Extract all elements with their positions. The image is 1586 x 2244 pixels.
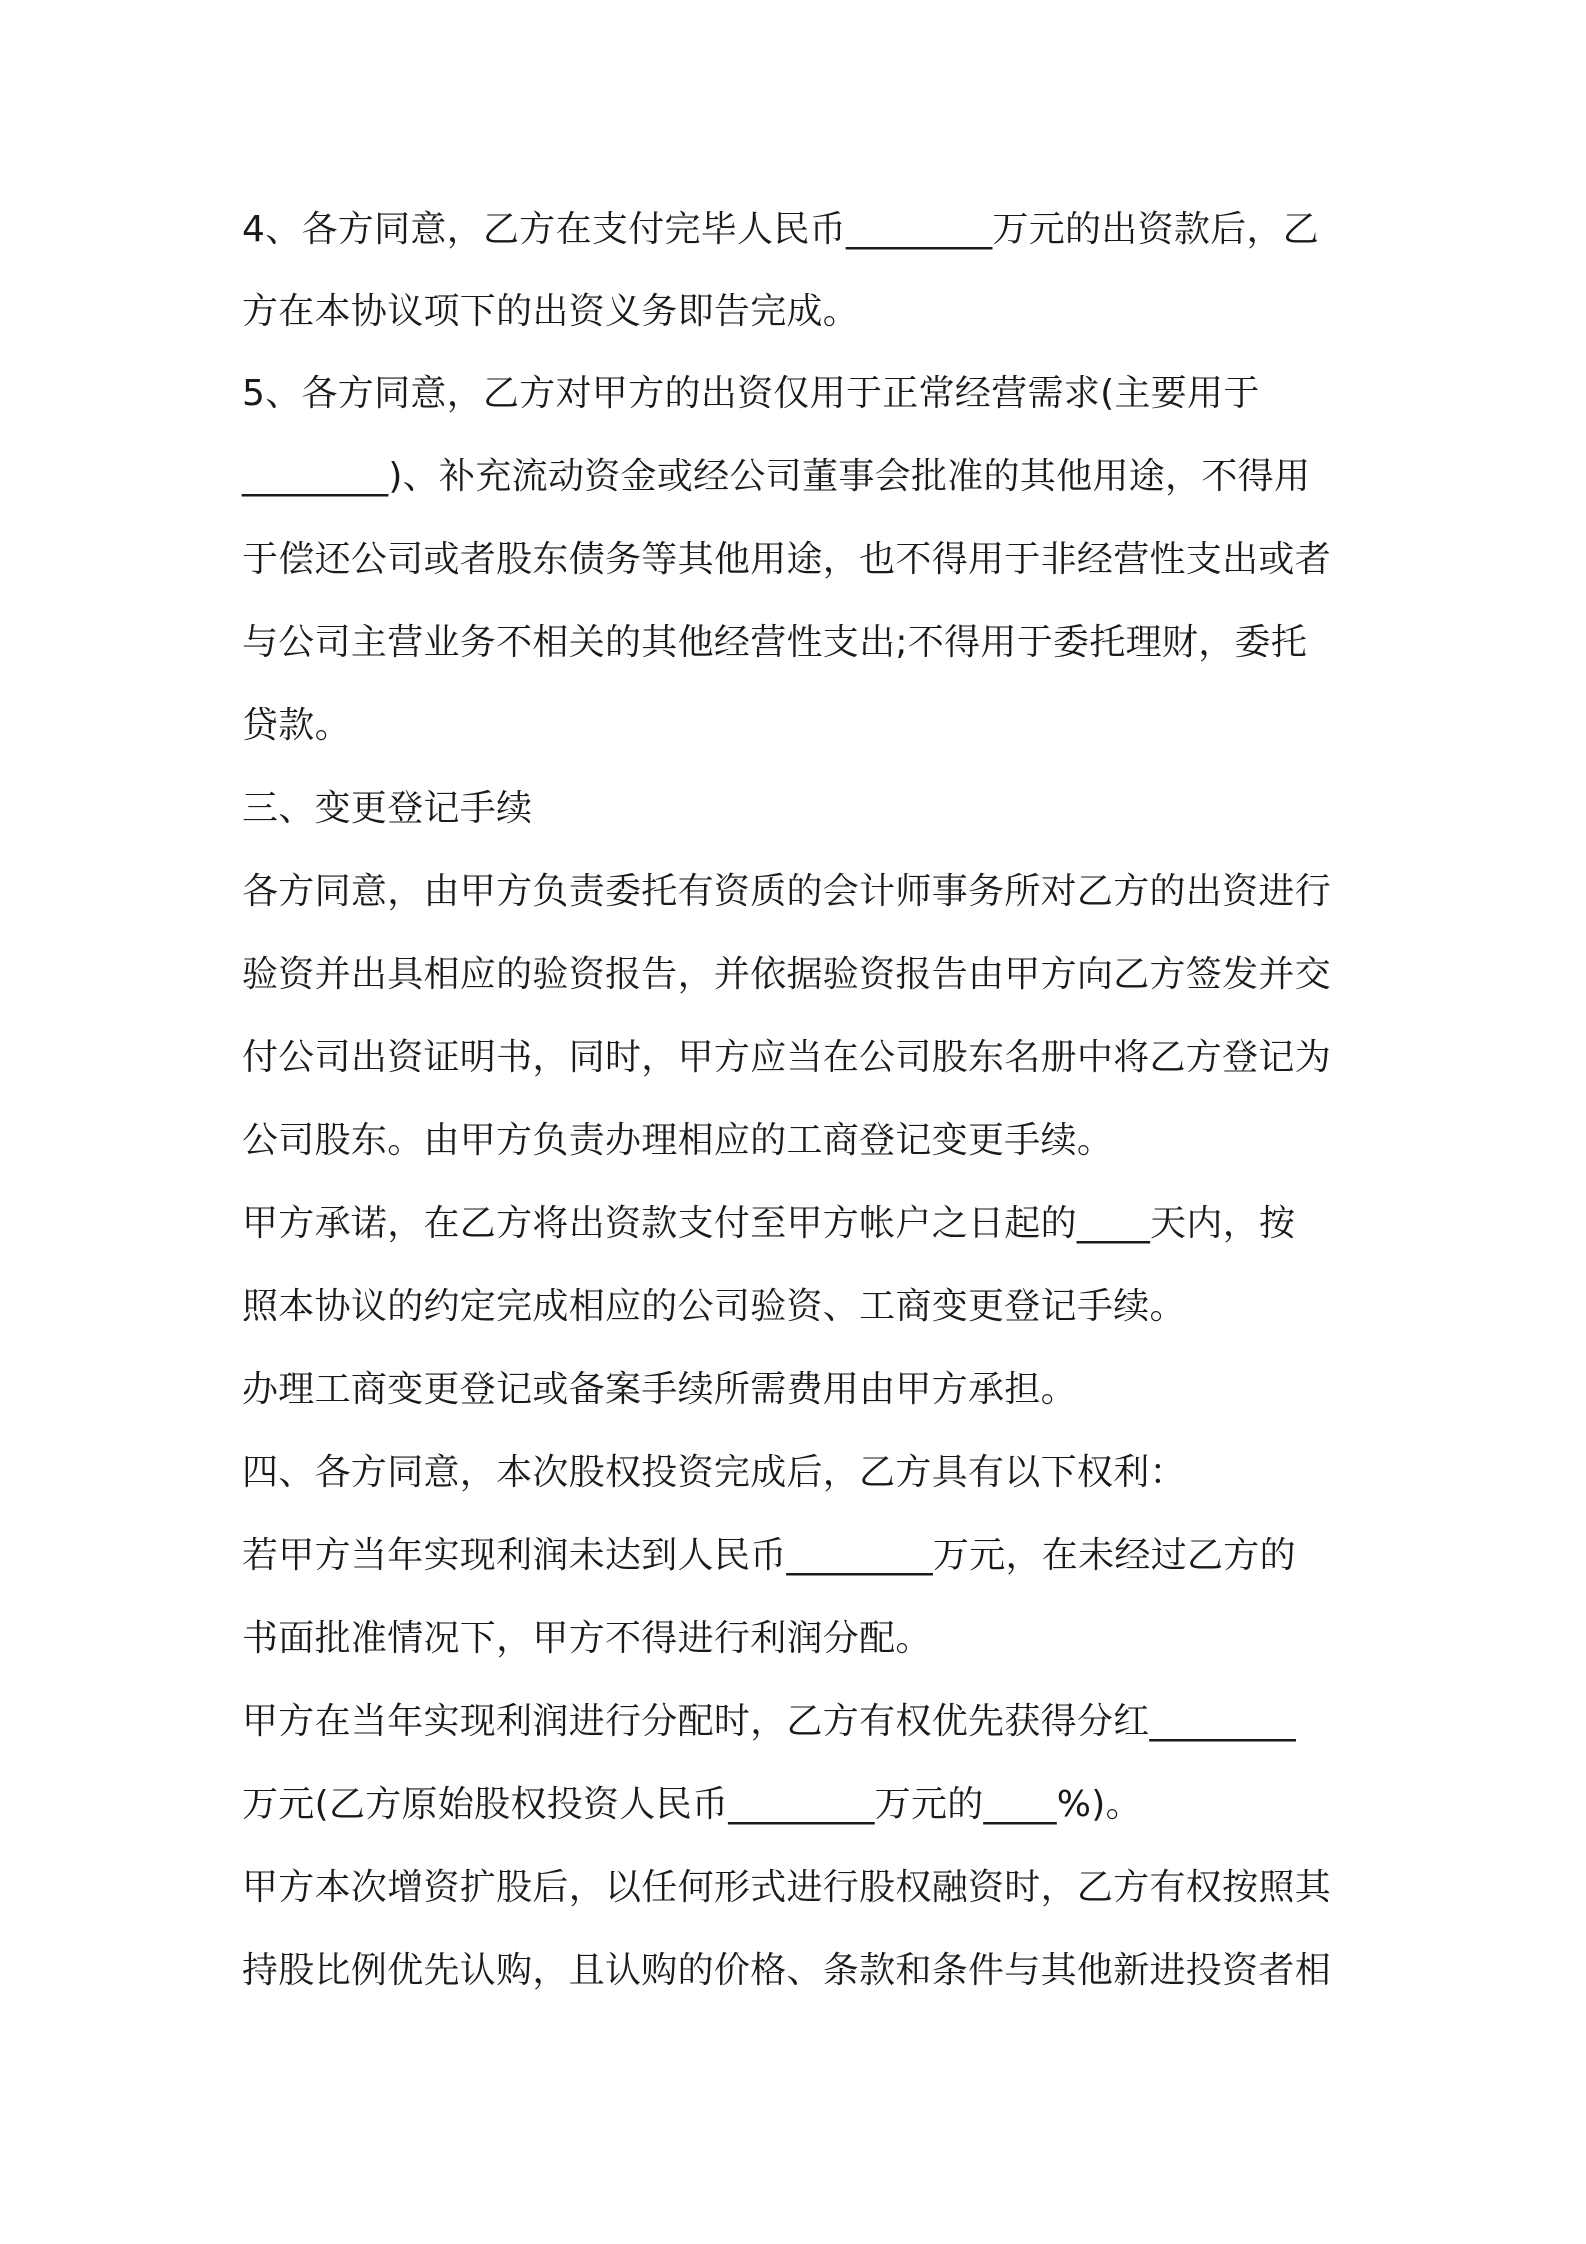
- text-line: 书面批准情况下，甲方不得进行利润分配。: [242, 1618, 932, 1659]
- section-heading: 四、各方同意，本次股权投资完成后，乙方具有以下权利：: [242, 1452, 1186, 1493]
- text-line: 万元(乙方原始股权投资人民币________万元的____%)。: [242, 1784, 1142, 1825]
- text-line: 若甲方当年实现利润未达到人民币________万元，在未经过乙方的: [242, 1535, 1296, 1576]
- text-line: 验资并出具相应的验资报告，并依据验资报告由甲方向乙方签发并交: [242, 954, 1332, 995]
- text-line: 甲方在当年实现利润进行分配时，乙方有权优先获得分红________: [242, 1701, 1296, 1742]
- text-line: 各方同意，由甲方负责委托有资质的会计师事务所对乙方的出资进行: [242, 871, 1332, 912]
- text-line: 持股比例优先认购，且认购的价格、条款和条件与其他新进投资者相: [242, 1950, 1332, 1991]
- text-line: 贷款。: [242, 705, 351, 746]
- text-line: 5、各方同意，乙方对甲方的出资仅用于正常经营需求(主要用于: [242, 373, 1260, 414]
- text-line: 照本协议的约定完成相应的公司验资、工商变更登记手续。: [242, 1286, 1186, 1327]
- text-line: ________)、补充流动资金或经公司董事会批准的其他用途，不得用: [242, 456, 1311, 497]
- text-line: 于偿还公司或者股东债务等其他用途，也不得用于非经营性支出或者: [242, 539, 1332, 580]
- text-line: 甲方本次增资扩股后，以任何形式进行股权融资时，乙方有权按照其: [242, 1867, 1332, 1908]
- text-line: 公司股东。由甲方负责办理相应的工商登记变更手续。: [242, 1120, 1114, 1161]
- text-line: 4、各方同意，乙方在支付完毕人民币________万元的出资款后，乙: [242, 209, 1320, 250]
- text-line: 付公司出资证明书，同时，甲方应当在公司股东名册中将乙方登记为: [242, 1037, 1332, 1078]
- text-line: 甲方承诺，在乙方将出资款支付至甲方帐户之日起的____天内，按: [242, 1203, 1296, 1244]
- text-line: 与公司主营业务不相关的其他经营性支出;不得用于委托理财，委托: [242, 622, 1308, 663]
- section-heading: 三、变更登记手续: [242, 788, 533, 829]
- text-line: 办理工商变更登记或备案手续所需费用由甲方承担。: [242, 1369, 1077, 1410]
- text-line: 方在本协议项下的出资义务即告完成。: [242, 291, 860, 332]
